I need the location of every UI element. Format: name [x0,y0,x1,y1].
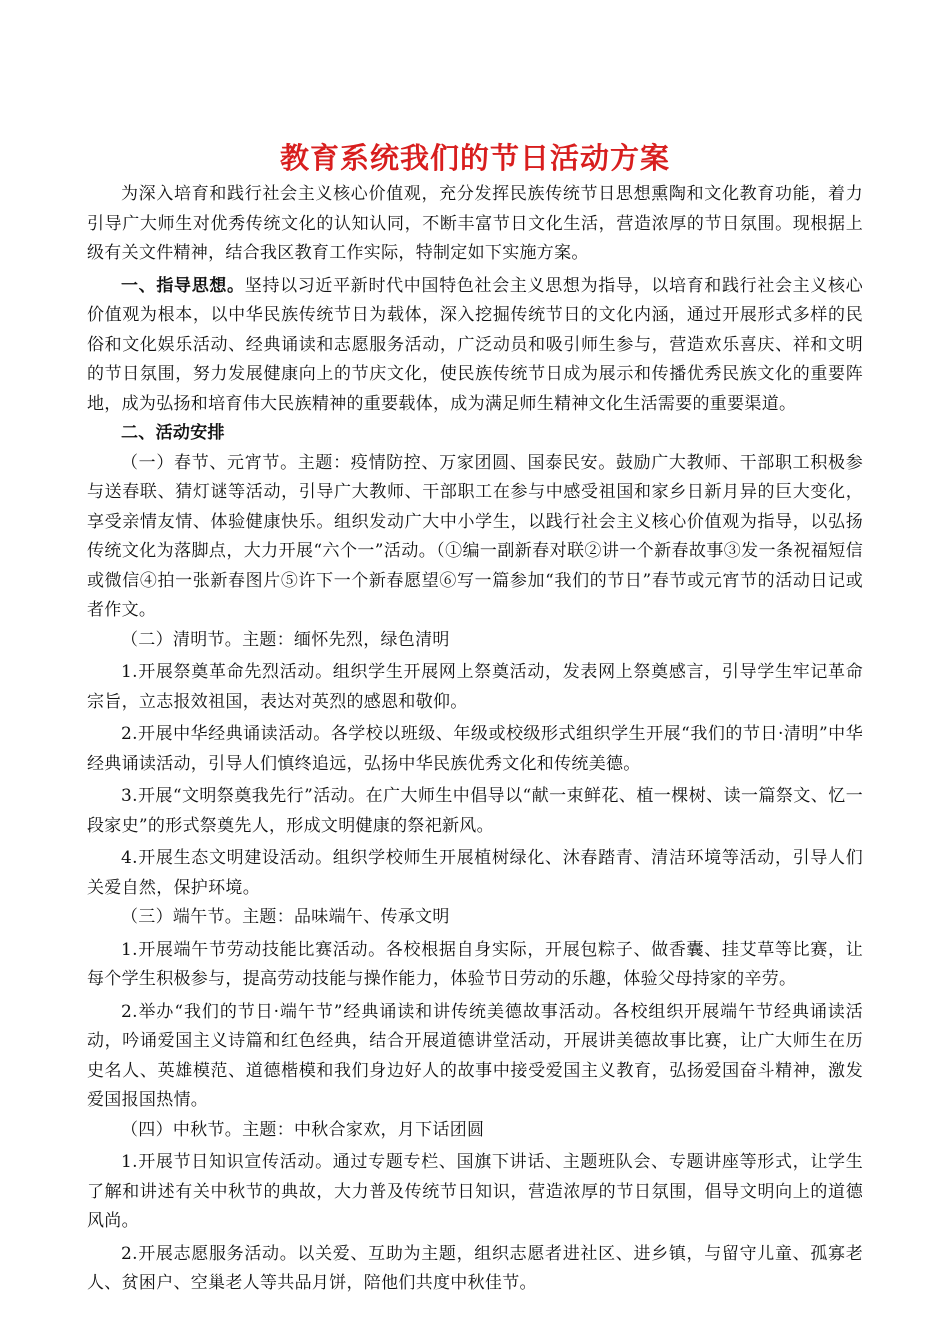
spring-festival-paragraph: （一）春节、元宵节。主题：疫情防控、万家团圆、国泰民安。鼓励广大教师、干部职工积极参与送春联、猜灯谜等活动，引导广大教师、干部职工在参与中感受祖国和家乡日新月异的巨大变化，享受亲情友情、体验健康快乐。组织发动广大中小学生，以践行社会主义核心价值观为指导，以弘扬传统文化为落脚点，大力开展“六个一”活动。（①编一副新春对联②讲一个新春故事③发一条祝福短信或微信④拍一张新春图片⑤许下一个新春愿望⑥写一篇参加“我们的节日”春节或元宵节的活动日记或者作文。 [87,452,863,620]
qingming-item-2: 2.开展中华经典诵读活动。各学校以班级、年级或校级形式组织学生开展“我们的节日·清明”中华经典诵读活动，引导人们慎终追远，弘扬中华民族优秀文化和传统美德。 [87,724,863,774]
section-heading-guiding-thought: 一、指导思想。 [121,275,245,296]
section-guiding-thought [87,272,863,420]
qingming-title: （二）清明节。主题：缅怀先烈，绿色清明 [121,629,450,650]
duanwu-item-1: 1.开展端午节劳动技能比赛活动。各校根据自身实际，开展包粽子、做香囊、挂艾草等比赛，让每个学生积极参与，提高劳动技能与操作能力，体验节日劳动的乐趣，体验父母持家的辛劳。 [87,939,863,989]
zhongqiu-title: （四）中秋节。主题：中秋合家欢，月下话团圆 [121,1119,485,1140]
section-text-guiding-thought: 坚持以习近平新时代中国特色社会主义思想为指导，以培育和践行社会主义核心价值观为根本，以中华民族传统节日为载体，深入挖掘传统节日的文化内涵，通过开展形式多样的民俗和文化娱乐活动、经典诵读和志愿服务活动，广泛动员和吸引师生参与，营造欢乐喜庆、祥和文明的节日氛围，努力发展健康向上的节庆文化，使民族传统节日成为展示和传播优秀民族文化的重要阵地，成为弘扬和培育伟大民族精神的重要载体，成为满足师生精神文化生活需要的重要渠道。 [87,275,863,414]
section-heading-activities: 二、活动安排 [121,423,225,443]
intro-paragraph: 为深入培育和践行社会主义核心价值观，充分发挥民族传统节日思想熏陶和文化教育功能，着力引导广大师生对优秀传统文化的认知认同，不断丰富节日文化生活，营造浓厚的节日氛围。现根据上级有关文件精神，结合我区教育工作实际，特制定如下实施方案。 [87,184,863,263]
qingming-item-4: 4.开展生态文明建设活动。组织学校师生开展植树绿化、沐春踏青、清洁环境等活动，引导人们关爱自然，保护环境。 [87,848,863,898]
zhongqiu-item-2: 2.开展志愿服务活动。以关爱、互助为主题，组织志愿者进社区、进乡镇，与留守儿童、孤寡老人、贫困户、空巢老人等共品月饼，陪他们共度中秋佳节。 [87,1243,863,1293]
duanwu-title: （三）端午节。主题：品味端午、传承文明 [121,907,450,927]
zhongqiu-item-1: 1.开展节日知识宣传活动。通过专题专栏、国旗下讲话、主题班队会、专题讲座等形式，让学生了解和讲述有关中秋节的典故，大力普及传统节日知识，营造浓厚的节日氛围，倡导文明向上的道德风尚。 [87,1152,863,1231]
document-page [87,140,863,1299]
duanwu-item-2: 2.举办“我们的节日·端午节”经典诵读和讲传统美德故事活动。各校组织开展端午节经典诵读活动，吟诵爱国主义诗篇和红色经典，结合开展道德讲堂活动，开展讲美德故事比赛，让广大师生在历史名人、英雄模范、道德楷模和我们身边好人的故事中接受爱国主义教育，弘扬爱国奋斗精神，激发爱国报国热情。 [87,1001,863,1110]
document-title: 教育系统我们的节日活动方案 [279,141,670,175]
qingming-item-3: 3.开展“文明祭奠我先行”活动。在广大师生中倡导以“献一束鲜花、植一棵树、读一篇祭文、忆一段家史”的形式祭奠先人，形成文明健康的祭祀新风。 [87,786,863,836]
qingming-item-1: 1.开展祭奠革命先烈活动。组织学生开展网上祭奠活动，发表网上祭奠感言，引导学生牢记革命宗旨，立志报效祖国，表达对英烈的感恩和敬仰。 [87,662,863,712]
